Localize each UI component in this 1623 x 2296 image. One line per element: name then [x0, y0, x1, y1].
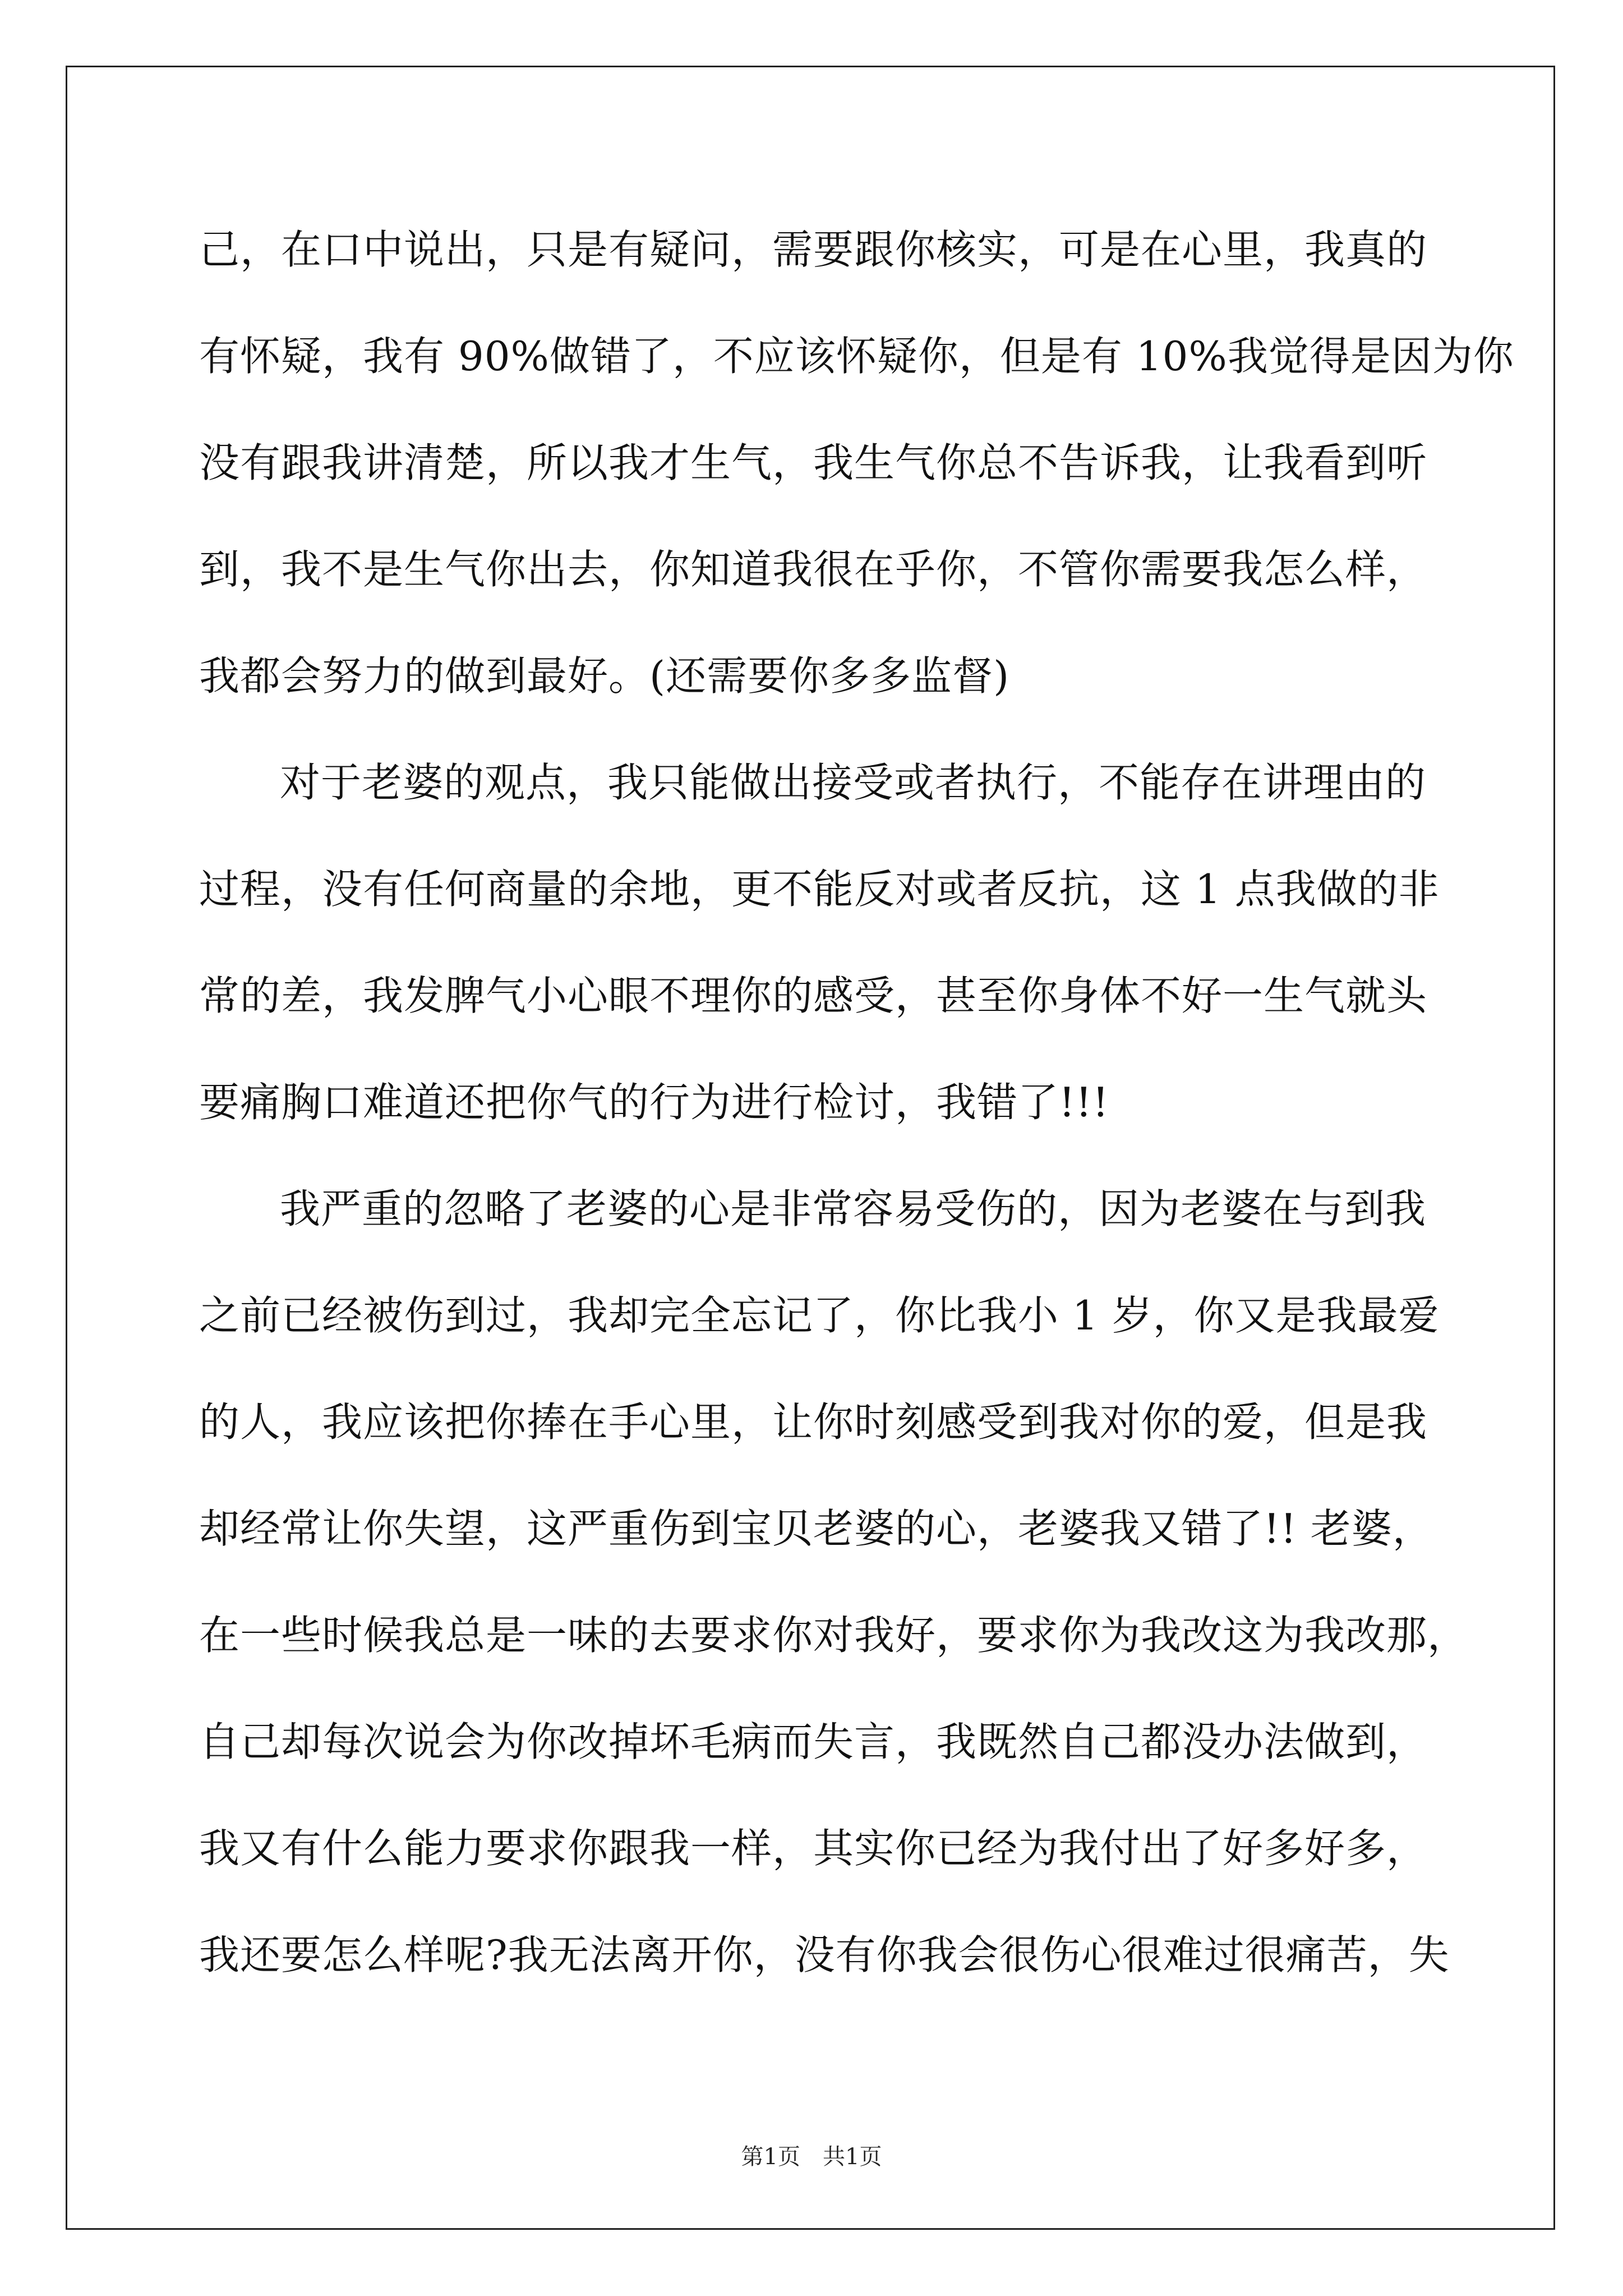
text-line-8: 常的差，我发脾气小心眼不理你的感受，甚至你身体不好一生气就头 [199, 972, 1428, 1019]
text-line-17: 我还要怎么样呢?我无法离开你，没有你我会很伤心很难过很痛苦，失 [199, 1931, 1450, 1978]
text-line-6: 对于老婆的观点，我只能做出接受或者执行，不能存在讲理由的 [280, 759, 1427, 806]
text-line-9: 要痛胸口难道还把你气的行为进行检讨，我错了!!! [199, 1079, 1109, 1126]
text-line-3: 没有跟我讲清楚，所以我才生气，我生气你总不告诉我，让我看到听 [199, 439, 1428, 486]
text-line-10: 我严重的忽略了老婆的心是非常容易受伤的，因为老婆在与到我 [280, 1185, 1427, 1232]
text-line-4: 到，我不是生气你出去，你知道我很在乎你，不管你需要我怎么样， [199, 546, 1428, 593]
text-line-12: 的人，我应该把你捧在手心里，让你时刻感受到我对你的爱，但是我 [199, 1398, 1428, 1446]
page-footer: 第1页 共1页 [741, 2144, 882, 2170]
text-line-5: 我都会努力的做到最好。(还需要你多多监督) [199, 652, 1010, 700]
text-line-1: 己，在口中说出，只是有疑问，需要跟你核实，可是在心里，我真的 [199, 226, 1428, 273]
text-line-13: 却经常让你失望，这严重伤到宝贝老婆的心，老婆我又错了!! 老婆， [199, 1505, 1433, 1552]
text-line-7: 过程，没有任何商量的余地，更不能反对或者反抗，这 1 点我做的非 [199, 866, 1440, 913]
text-line-14: 在一些时候我总是一味的去要求你对我好，要求你为我改这为我改那， [199, 1612, 1469, 1659]
text-line-15: 自己却每次说会为你改掉坏毛病而失言，我既然自己都没办法做到， [199, 1718, 1428, 1765]
text-line-16: 我又有什么能力要求你跟我一样，其实你已经为我付出了好多好多， [199, 1825, 1428, 1872]
text-line-2: 有怀疑，我有 90%做错了，不应该怀疑你，但是有 10%我觉得是因为你 [199, 333, 1514, 380]
text-line-11: 之前已经被伤到过，我却完全忘记了，你比我小 1 岁，你又是我最爱 [199, 1292, 1440, 1339]
document-body [199, 216, 1514, 2028]
